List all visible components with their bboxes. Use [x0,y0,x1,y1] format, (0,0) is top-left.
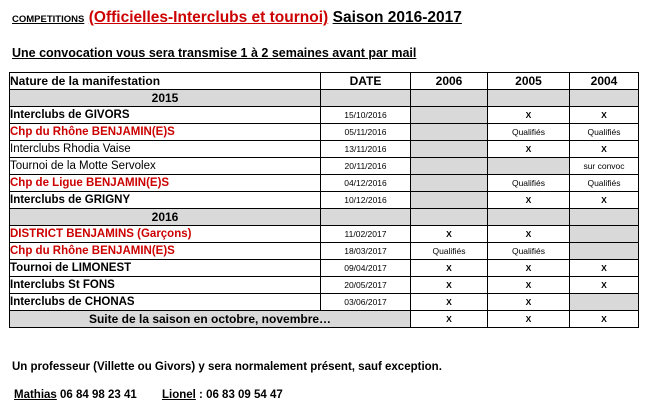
event-date: 15/10/2016 [321,107,411,124]
cell-2004: X [570,192,639,209]
contact-name: Lionel [161,389,196,401]
table-row [10,243,639,260]
suite-row [10,311,639,328]
event-date: 20/11/2016 [321,158,411,175]
table-row [10,158,639,175]
cell-2004: X [570,311,639,328]
contact-name: Mathias [14,389,57,401]
empty-cell [321,209,411,226]
table-header-row [10,73,639,90]
header-date: DATE [321,73,411,90]
cell-2005: Qualifiés [488,175,570,192]
event-date: 20/05/2017 [321,277,411,294]
cell-2006 [411,175,488,192]
title-prefix: COMPETITIONS [12,14,85,25]
event-name: Interclubs de GIVORS [10,107,321,124]
section-label: 2016 [10,209,321,226]
empty-cell [570,90,639,107]
cell-2005: X [488,107,570,124]
professor-note: Un professeur (Villette ou Givors) y sera normalement présent, sauf exception. [12,361,442,373]
event-date: 09/04/2017 [321,260,411,277]
cell-2006 [411,124,488,141]
empty-cell [570,209,639,226]
cell-2004: Qualifiés [570,175,639,192]
cell-2005: X [488,141,570,158]
section-label: 2015 [10,90,321,107]
cell-2005: X [488,294,570,311]
cell-2004: X [570,107,639,124]
suite-label: Suite de la saison en octobre, novembre… [10,311,411,328]
contact-mathias [14,389,137,401]
contact-phone: 06 84 98 23 41 [56,389,137,401]
header-2005: 2005 [488,73,570,90]
page-title [12,9,462,27]
cell-2005: X [488,226,570,243]
section-row [10,209,639,226]
empty-cell [488,90,570,107]
cell-2004: X [570,260,639,277]
cell-2004: Qualifiés [570,124,639,141]
table-row [10,107,639,124]
event-date: 13/11/2016 [321,141,411,158]
table-row [10,277,639,294]
cell-2004: sur convoc [570,158,639,175]
title-main: (Officielles-Interclubs et tournoi) [88,9,329,26]
cell-2005: X [488,192,570,209]
empty-cell [321,90,411,107]
event-name: Chp de Ligue BENJAMIN(E)S [10,175,321,192]
event-date: 11/02/2017 [321,226,411,243]
table-row [10,294,639,311]
table-row [10,192,639,209]
contact-lionel [162,389,283,401]
cell-2006 [411,192,488,209]
convocation-notice: Une convocation vous sera transmise 1 à 2 semaines avant par mail [12,46,417,60]
cell-2006 [411,107,488,124]
competitions-table [9,72,639,328]
title-season: Saison 2016-2017 [332,9,462,26]
cell-2005: X [488,260,570,277]
event-date: 18/03/2017 [321,243,411,260]
empty-cell [411,209,488,226]
event-name: Chp du Rhône BENJAMIN(E)S [10,243,321,260]
event-date: 03/06/2017 [321,294,411,311]
contact-phone: : 06 83 09 54 47 [195,389,283,401]
cell-2004 [570,294,639,311]
event-name: Chp du Rhône BENJAMIN(E)S [10,124,321,141]
event-name: Tournoi de la Motte Servolex [10,158,321,175]
header-2004: 2004 [570,73,639,90]
cell-2004: X [570,277,639,294]
event-name: DISTRICT BENJAMINS (Garçons) [10,226,321,243]
event-name: Interclubs de CHONAS [10,294,321,311]
cell-2005: X [488,277,570,294]
cell-2005: X [488,311,570,328]
cell-2006: X [411,226,488,243]
event-name: Interclubs de GRIGNY [10,192,321,209]
cell-2005 [488,158,570,175]
cell-2004 [570,226,639,243]
cell-2006: X [411,277,488,294]
table-row [10,124,639,141]
cell-2006: X [411,260,488,277]
header-2006: 2006 [411,73,488,90]
cell-2006: X [411,311,488,328]
event-date: 04/12/2016 [321,175,411,192]
header-nature: Nature de la manifestation [10,73,321,90]
empty-cell [488,209,570,226]
cell-2006 [411,141,488,158]
event-date: 05/11/2016 [321,124,411,141]
cell-2005: Qualifiés [488,243,570,260]
cell-2006: X [411,294,488,311]
contacts [14,389,305,401]
event-name: Interclubs St FONS [10,277,321,294]
empty-cell [411,90,488,107]
table-row [10,141,639,158]
cell-2004: X [570,141,639,158]
section-row [10,90,639,107]
event-name: Tournoi de LIMONEST [10,260,321,277]
cell-2006 [411,158,488,175]
table-row [10,260,639,277]
event-date: 10/12/2016 [321,192,411,209]
table-row [10,226,639,243]
table-row [10,175,639,192]
cell-2006: Qualifiés [411,243,488,260]
event-name: Interclubs Rhodia Vaise [10,141,321,158]
cell-2004 [570,243,639,260]
cell-2005: Qualifiés [488,124,570,141]
